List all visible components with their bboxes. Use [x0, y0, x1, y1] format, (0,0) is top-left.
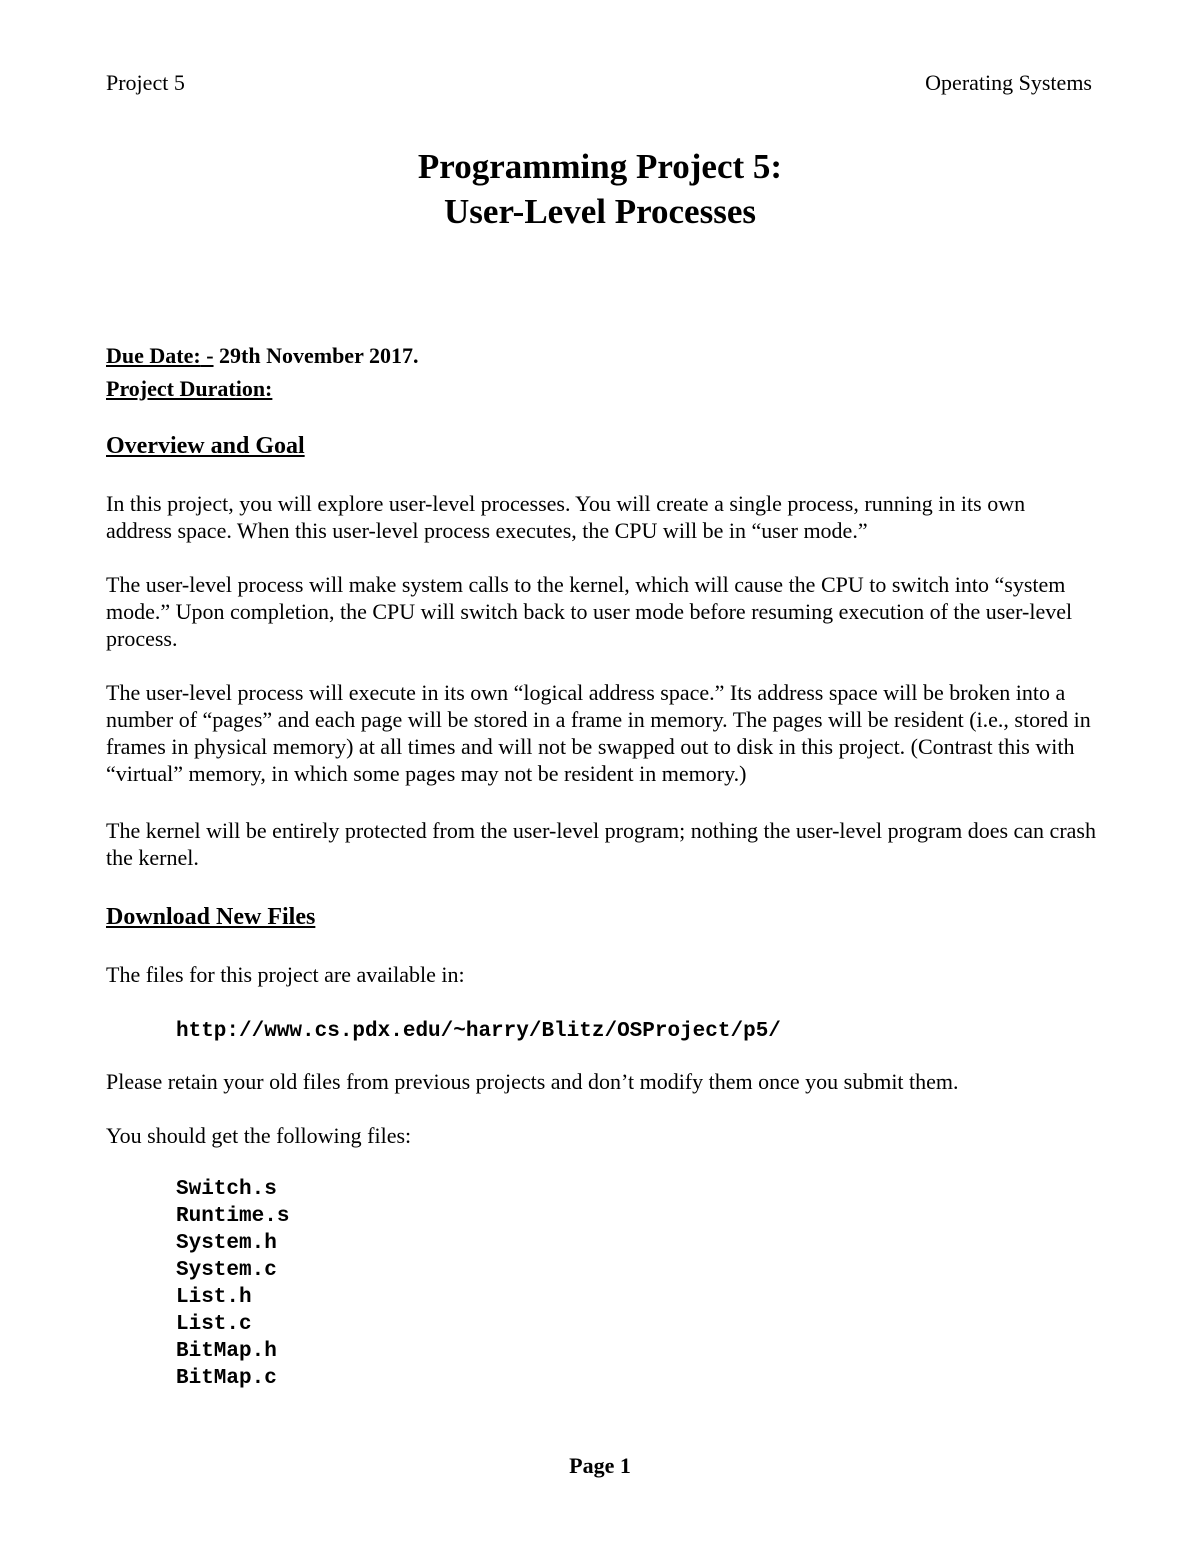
- file-list-intro-text: You should get the following files:: [106, 1123, 412, 1148]
- file-list-item: Runtime.s: [176, 1205, 290, 1228]
- overview-paragraph-4-text: The kernel will be entirely protected from the user-level program; nothing the user-level program does can crash the kernel.: [106, 818, 1096, 870]
- retain-files-note: [106, 1068, 1096, 1095]
- retain-files-note-text: Please retain your old files from previous projects and don’t modify them once you submit them.: [106, 1069, 959, 1094]
- overview-paragraph-3: [106, 679, 1096, 787]
- file-list: [176, 1176, 289, 1392]
- overview-paragraph-1: [106, 490, 1096, 544]
- due-date-separator: -: [200, 343, 214, 368]
- overview-paragraph-1-text: In this project, you will explore user-level processes. You will create a single process, running in its own address space. When this user-level process executes, the CPU will be in “user mode.”: [106, 491, 1026, 543]
- due-date-value: 29th November 2017.: [213, 343, 419, 368]
- download-heading-text: Download New Files: [106, 904, 316, 930]
- overview-paragraph-3-text: The user-level process will execute in its own “logical address space.” Its address space will be broken into a number of “pages” and each page will be stored in a frame in memory. The pages will be resident (i.e., stored in frames in physical memory) at all times and will not be swapped out to disk in this project. (Contrast this with “virtual” memory, in which some pages may not be resident in memory.): [106, 680, 1091, 786]
- download-heading: [106, 903, 1096, 931]
- file-list-item: BitMap.c: [176, 1367, 277, 1390]
- download-url: [176, 1015, 1096, 1045]
- file-list-item: System.h: [176, 1232, 277, 1255]
- due-date-line: [106, 342, 1096, 369]
- header-project-label: Project 5: [106, 70, 185, 95]
- overview-heading-text: Overview and Goal: [106, 433, 305, 459]
- overview-paragraph-4: [106, 817, 1096, 871]
- document-title-line-2: User-Level Processes: [444, 192, 756, 231]
- page-number: Page 1: [569, 1453, 631, 1478]
- header-course-label: Operating Systems: [925, 70, 1092, 95]
- download-intro-text: The files for this project are available in:: [106, 962, 465, 987]
- file-list-item: System.c: [176, 1259, 277, 1282]
- overview-paragraph-2-text: The user-level process will make system calls to the kernel, which will cause the CPU to switch into “system mode.” Upon completion, the CPU will switch back to user mode before resuming execution of the user-level process.: [106, 572, 1073, 651]
- overview-paragraph-2: [106, 571, 1096, 652]
- due-date-label: Due Date:: [106, 343, 201, 368]
- document-title-line-1: Programming Project 5:: [417, 147, 783, 186]
- file-list-item: Switch.s: [176, 1178, 277, 1201]
- file-list-item: List.h: [176, 1286, 252, 1309]
- project-duration-label: Project Duration:: [106, 376, 273, 401]
- download-intro: [106, 961, 1096, 988]
- project-files-link[interactable]: http://www.cs.pdx.edu/~harry/Blitz/OSProject/p5/: [176, 1020, 781, 1043]
- file-list-intro: [106, 1122, 1096, 1149]
- overview-heading: [106, 432, 1096, 460]
- project-duration-line: [106, 375, 1096, 402]
- file-list-item: List.c: [176, 1313, 252, 1336]
- file-list-item: BitMap.h: [176, 1340, 277, 1363]
